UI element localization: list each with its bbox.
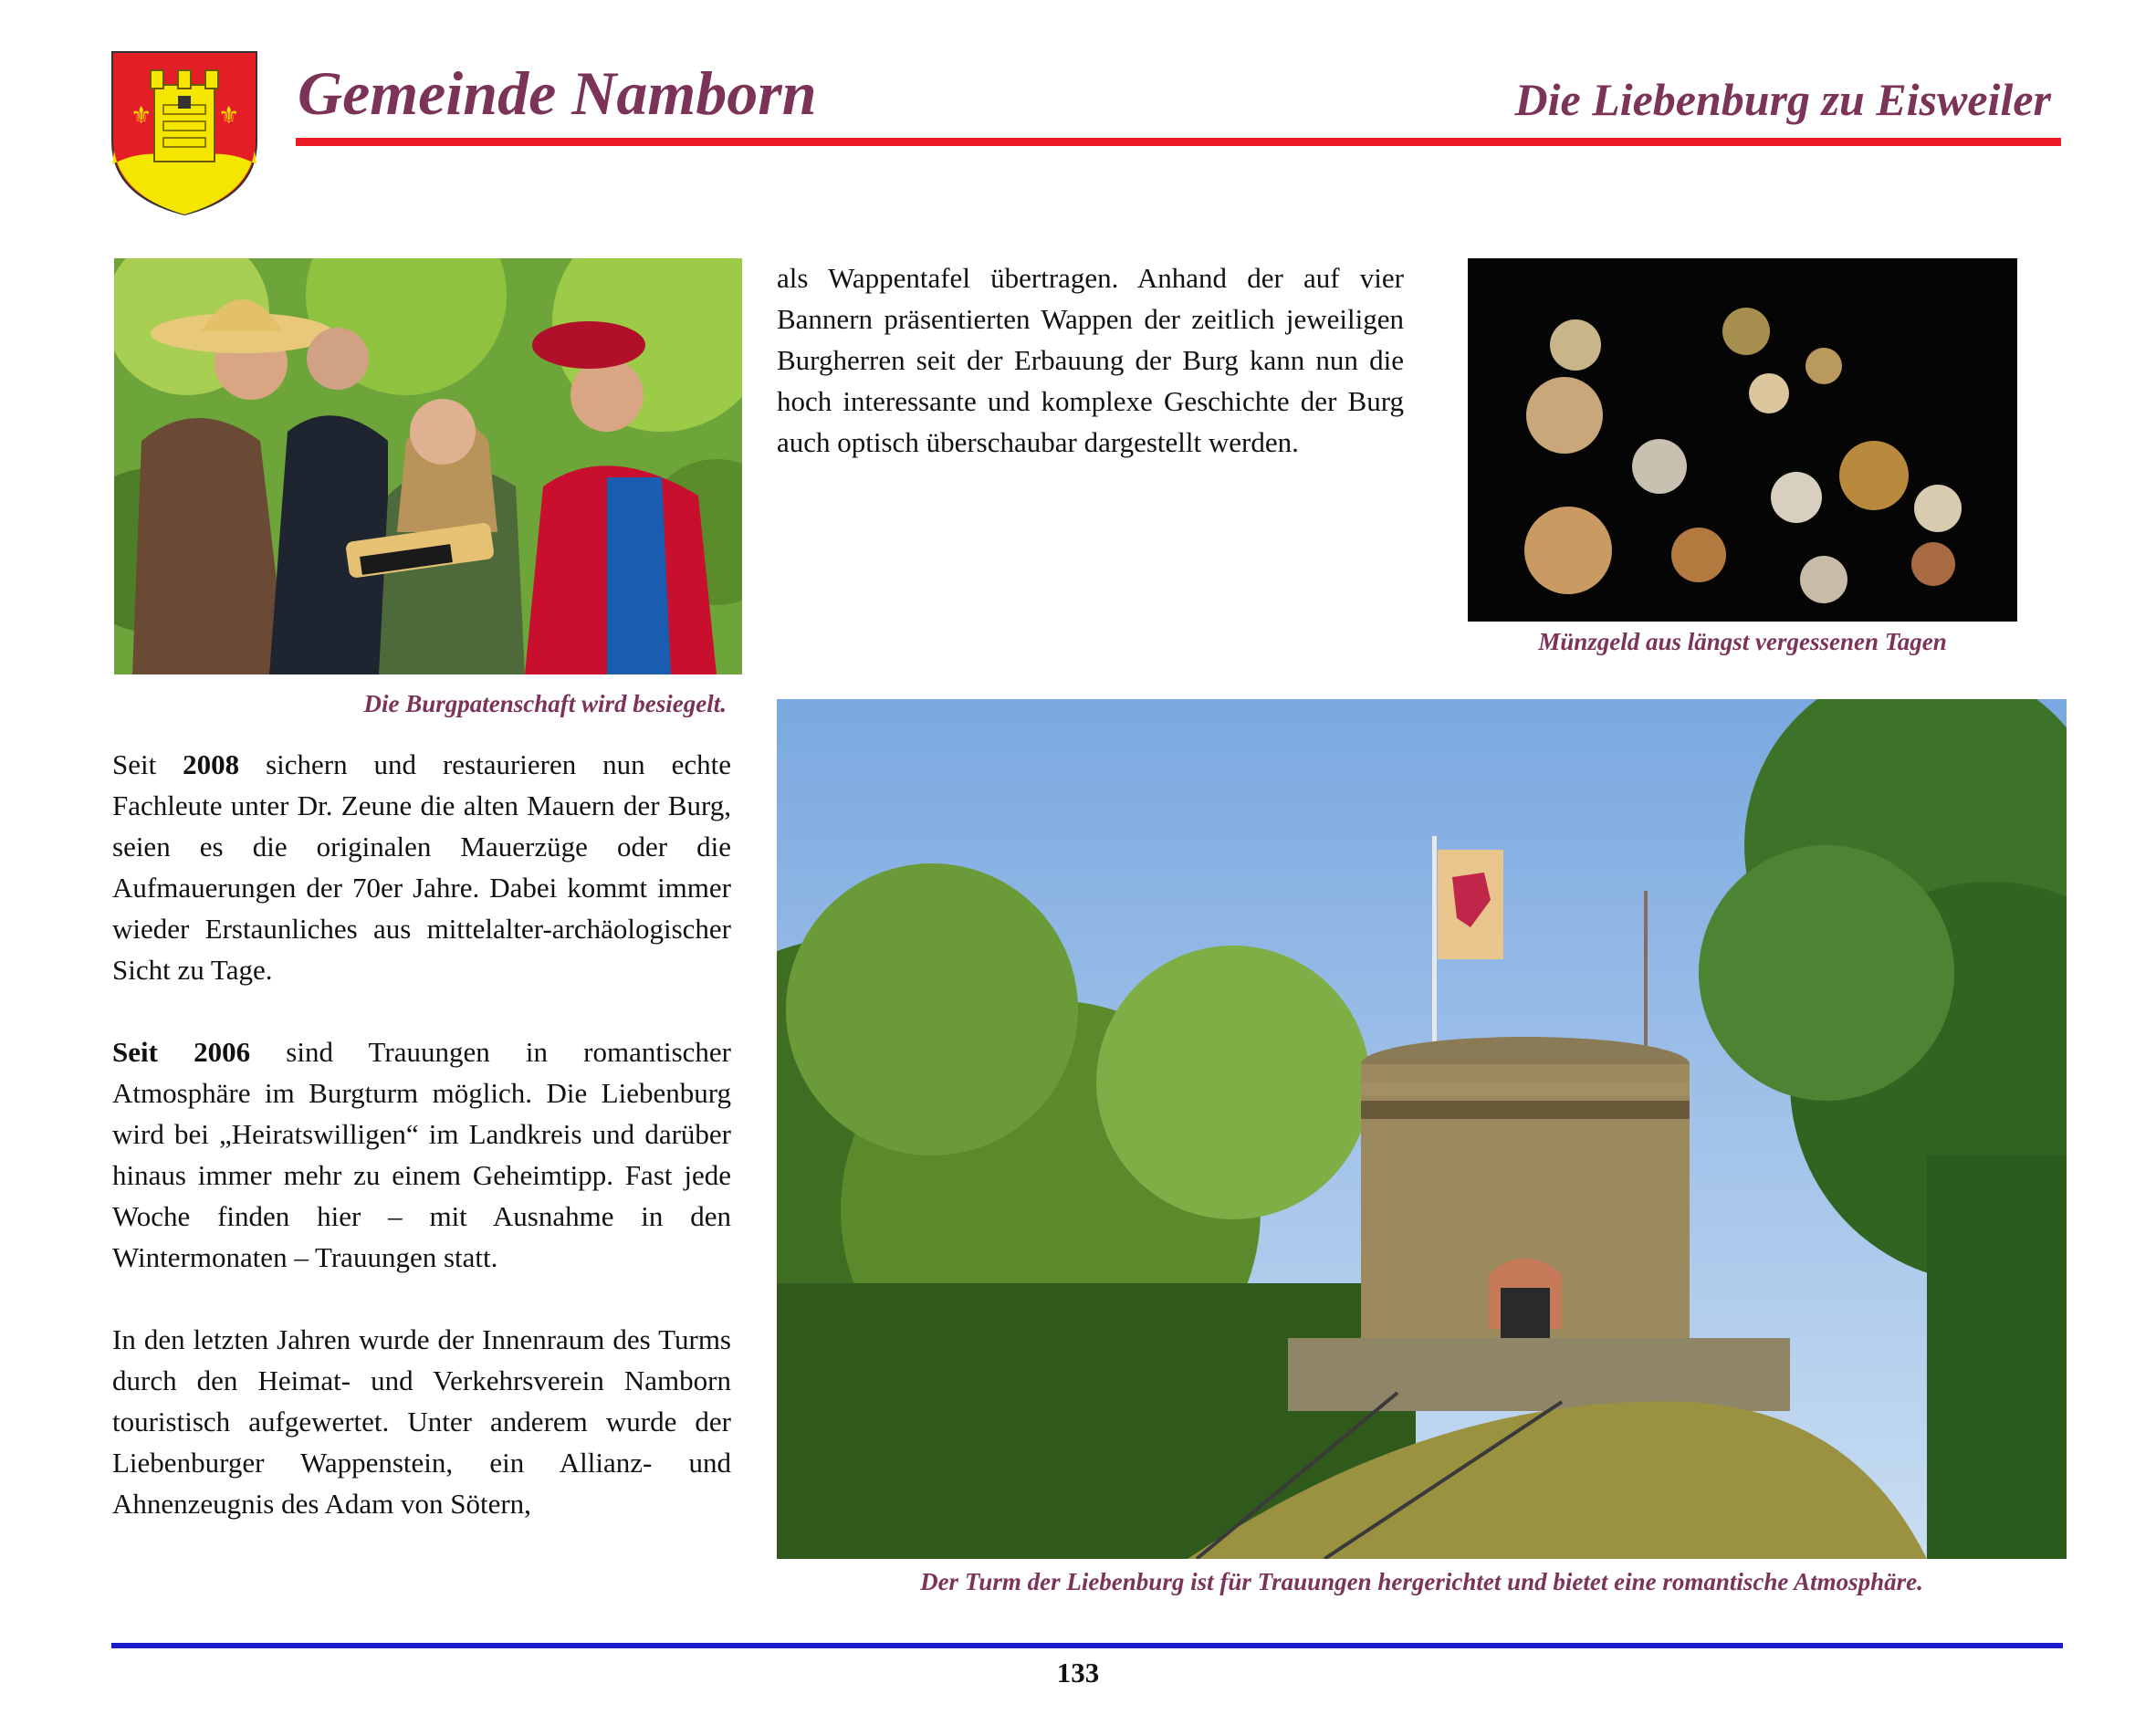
header-divider: [296, 138, 2061, 146]
caption-coins: Münzgeld aus längst vergessenen Tagen: [1538, 628, 1947, 655]
photo-burgpatenschaft: [114, 258, 742, 674]
svg-text:⚜: ⚜: [218, 102, 240, 130]
text-column-left: [112, 744, 731, 1565]
paragraph-body: sichern und restaurieren nun echte Fachleute unter Dr. Zeune die alten Mauern der Burg, seien es die originalen Mauerzüge oder die Aufmauerungen der 70er Jahre. Dabei kommt immer wieder Erstaunliches aus mittelalter-archäologischer Sicht zu Tage.: [112, 748, 731, 986]
paragraph-2006: [112, 1031, 731, 1278]
photo-coins: [1468, 258, 2017, 622]
page-title: Gemeinde Namborn: [298, 58, 817, 128]
paragraph-body: sind Trauungen in romantischer Atmosphäre im Burgturm möglich. Die Liebenburg wird bei „Heiratswilligen“ im Landkreis und darüber hinaus immer mehr zu einem Geheimtipp. Fast jede Woche finden hier – mit Ausnahme in den Wintermonaten – Trauungen statt.: [112, 1036, 732, 1273]
paragraph-2008: [112, 744, 731, 990]
footer-divider: [111, 1643, 2063, 1648]
page-number: 133: [1056, 1657, 1100, 1688]
coat-of-arms-icon: [110, 50, 258, 216]
paragraph-wappentafel: als Wappentafel übertragen. Anhand der auf vier Bannern präsentierten Wappen der zeitlich jeweiligen Burgherren seit der Erbauung der Burg kann nun die hoch interessante und komplexe Geschichte der Burg auch optisch überschaubar dargestellt werden.: [777, 262, 1404, 458]
section-title: Die Liebenburg zu Eisweiler: [1514, 74, 2051, 125]
year-2006-lead: Seit 2006: [112, 1036, 251, 1068]
caption-tower: Der Turm der Liebenburg ist für Trauungen hergerichtet und bietet eine romantische Atmosphäre.: [920, 1568, 1923, 1595]
paragraph-innenraum: In den letzten Jahren wurde der Innenraum des Turms durch den Heimat- und Verkehrsverein Namborn touristisch aufgewertet. Unter anderem wurde der Liebenburger Wappenstein, ein Allianz- und Ahnenzeugnis des Adam von Sötern,: [112, 1323, 731, 1520]
svg-text:⚜: ⚜: [131, 102, 152, 130]
photo-tower: [777, 699, 2067, 1559]
caption-burgpatenschaft: Die Burgpatenschaft wird besiegelt.: [363, 690, 727, 717]
year-2008: 2008: [183, 748, 240, 780]
text-column-right: [777, 257, 1404, 463]
paragraph-prefix: Seit: [112, 748, 183, 780]
